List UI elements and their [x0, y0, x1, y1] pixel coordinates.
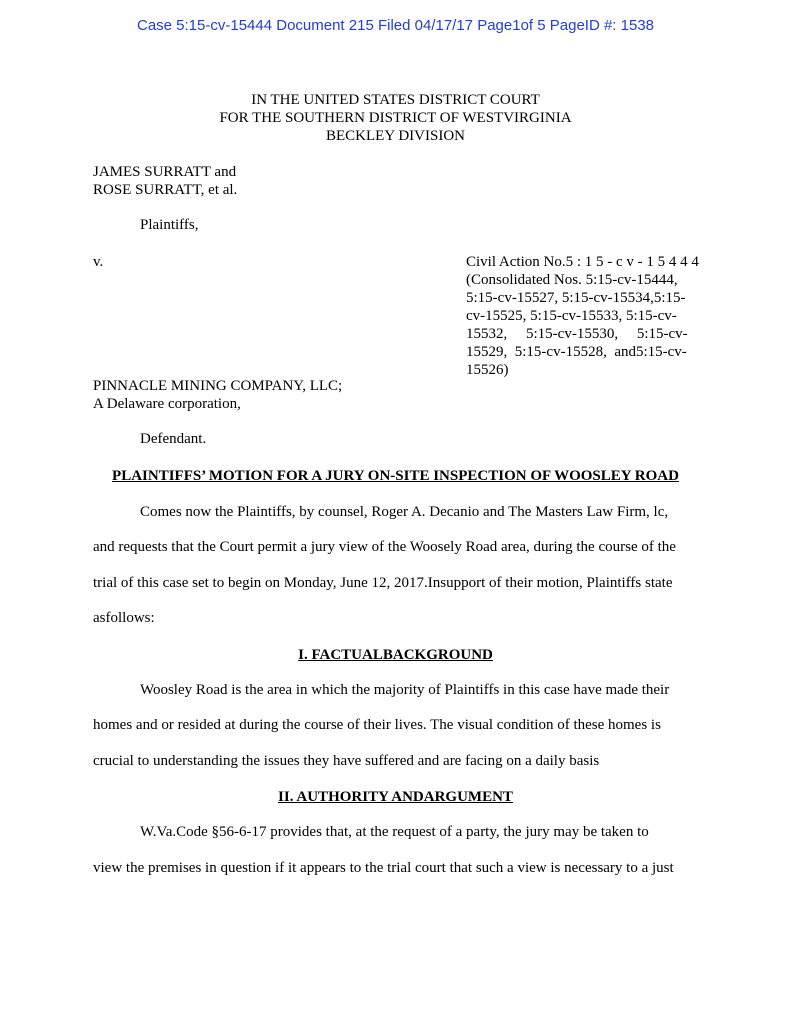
body-line: view the premises in question if it appears to the trial court that such a view is necessary to a just [93, 860, 674, 876]
court-district-line: FOR THE SOUTHERN DISTRICT OF WESTVIRGINIA [219, 110, 572, 126]
civil-action-line: (Consolidated Nos. 5:15-cv-15444, [466, 272, 678, 288]
body-line: homes and or resided at during the course of their lives. The visual condition of these homes is [93, 717, 661, 733]
body-line: Woosley Road is the area in which the majority of Plaintiffs in this case have made their [140, 682, 670, 698]
civil-action-line: 15529, 5:15-cv-15528, and5:15-cv- [466, 344, 687, 360]
body-line: trial of this case set to begin on Monday, June 12, 2017.Insupport of their motion, Plaintiffs state [93, 575, 673, 591]
defendant-description: A Delaware corporation, [93, 396, 241, 412]
case-header-stamp: Case 5:15-cv-15444 Document 215 Filed 04/17/17 Page1of 5 PageID #: 1538 [136, 17, 655, 34]
court-name-line: IN THE UNITED STATES DISTRICT COURT [251, 92, 540, 108]
court-division-line: BECKLEY DIVISION [325, 128, 465, 144]
civil-action-line: 5:15-cv-15527, 5:15-cv-15534,5:15- [466, 290, 686, 306]
civil-action-line: Civil Action No.5 : 1 5 - c v - 1 5 4 4 4 [466, 254, 699, 270]
body-line: W.Va.Code §56-6-17 provides that, at the request of a party, the jury may be taken to [140, 824, 649, 840]
versus-label: v. [93, 254, 104, 270]
civil-action-line: cv-15525, 5:15-cv-15533, 5:15-cv- [466, 308, 677, 324]
body-line: crucial to understanding the issues they have suffered and are facing on a daily basis [93, 753, 600, 769]
body-line: Comes now the Plaintiffs, by counsel, Roger A. Decanio and The Masters Law Firm, lc, [140, 504, 669, 520]
defendant-name: PINNACLE MINING COMPANY, LLC; [93, 378, 343, 394]
body-line: asfollows: [93, 610, 155, 626]
section-heading-factual-background: I. FACTUALBACKGROUND [298, 647, 493, 663]
civil-action-line: 15532, 5:15-cv-15530, 5:15-cv- [466, 326, 688, 342]
plaintiff-name: JAMES SURRATT and [93, 164, 237, 180]
civil-action-line: 15526) [466, 362, 509, 378]
plaintiff-role: Plaintiffs, [140, 217, 199, 233]
plaintiff-name: ROSE SURRATT, et al. [93, 182, 238, 198]
defendant-role: Defendant. [140, 431, 207, 447]
motion-title: PLAINTIFFS’ MOTION FOR A JURY ON-SITE INSPECTION OF WOOSLEY ROAD [112, 468, 679, 484]
body-line: and requests that the Court permit a jury view of the Woosely Road area, during the course of the [93, 539, 676, 555]
section-heading-authority-argument: II. AUTHORITY ANDARGUMENT [278, 789, 513, 805]
